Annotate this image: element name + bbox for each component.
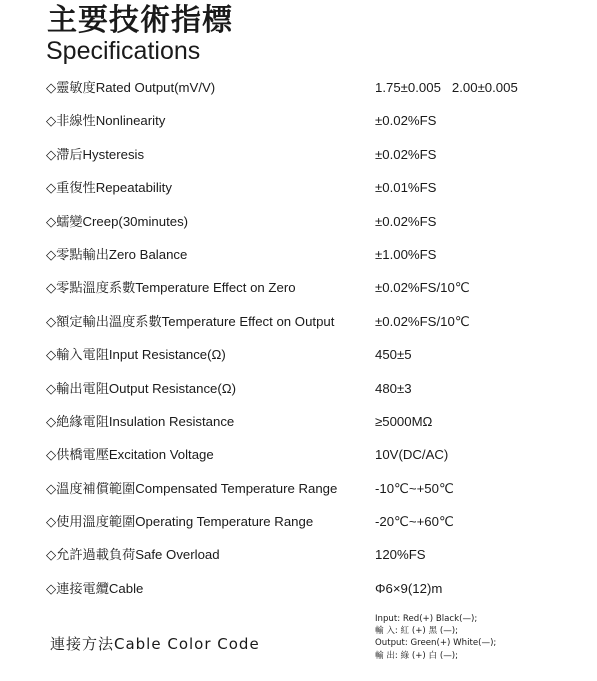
spec-row [46, 405, 576, 438]
spec-row [46, 372, 576, 405]
spec-value: ±1.00%FS [375, 246, 437, 262]
spec-value: 10V(DC/AC) [375, 447, 449, 463]
spec-label: ◇供橋電壓Excitation Voltage [46, 447, 214, 463]
spec-label: ◇零點溫度系數Temperature Effect on Zero [46, 280, 296, 296]
spec-label: ◇輸入電阻Input Resistance(Ω) [46, 347, 226, 363]
spec-row [46, 171, 576, 204]
spec-value: -10℃~+50℃ [375, 480, 454, 496]
spec-row [46, 138, 576, 171]
spec-value: ±0.02%FS [375, 113, 437, 129]
spec-value: 450±5 [375, 347, 412, 363]
spec-label: ◇輸出電阻Output Resistance(Ω) [46, 380, 237, 396]
spec-label: ◇絶緣電阻Insulation Resistance [46, 413, 235, 429]
spec-label: ◇允許過載負荷Safe Overload [46, 547, 220, 563]
spec-value: 120%FS [375, 547, 426, 563]
spec-value: ±0.02%FS [375, 146, 437, 162]
spec-label: ◇零點輸出Zero Balance [46, 246, 188, 262]
spec-label: ◇滯后Hysteresis [46, 146, 145, 162]
spec-label: ◇使用溫度範圍Operating Temperature Range [46, 514, 314, 530]
spec-value: 1.75±0.005 2.00±0.005 [375, 80, 518, 95]
spec-row [46, 271, 576, 304]
spec-value: ±0.02%FS/10℃ [375, 280, 470, 296]
spec-row [46, 438, 576, 471]
page-title-chinese: 主要技術指標 [47, 3, 233, 38]
spec-label: ◇額定輸出溫度系數Temperature Effect on Output [46, 313, 335, 329]
spec-label: ◇蠕變Creep(30minutes) [46, 213, 189, 229]
spec-row [46, 572, 576, 605]
cable-line-input-en: Input: Red(+) Black(—); [375, 614, 478, 624]
spec-label: ◇溫度補償範圍Compensated Temperature Range [46, 480, 338, 496]
spec-value: -20℃~+60℃ [375, 514, 454, 530]
cable-color-code-title: 連接方法Cable Color Code [50, 635, 260, 653]
spec-row [46, 338, 576, 371]
spec-row [46, 104, 576, 137]
spec-row [46, 71, 576, 104]
spec-value: Φ6×9(12)m [375, 580, 443, 596]
spec-value: 480±3 [375, 380, 412, 396]
cable-line-output-en: Output: Green(+) White(—); [375, 638, 497, 649]
spec-value: ≥5000MΩ [375, 413, 433, 429]
spec-row [46, 305, 576, 338]
spec-value: ±0.02%FS/10℃ [375, 313, 470, 329]
spec-row [46, 538, 576, 571]
cable-line-input-zh: 輸 入: 紅 (+) 黑 (—); [375, 626, 459, 637]
spec-label: ◇連接電纜Cable [46, 580, 144, 596]
spec-label: ◇非線性Nonlinearity [46, 113, 166, 129]
spec-label: ◇靈敏度Rated Output(mV/V) [46, 80, 216, 95]
spec-label: ◇重復性Repeatability [46, 180, 172, 196]
specifications-list [46, 71, 576, 605]
spec-value: ±0.01%FS [375, 180, 437, 196]
cable-line-output-zh: 輸 出: 綠 (+) 白 (—); [375, 650, 459, 661]
spec-row [46, 205, 576, 238]
spec-row [46, 472, 576, 505]
page-title-english: Specifications [46, 37, 201, 65]
spec-row [46, 505, 576, 538]
cable-color-code-lines [375, 613, 496, 662]
spec-row [46, 238, 576, 271]
spec-value: ±0.02%FS [375, 213, 437, 229]
